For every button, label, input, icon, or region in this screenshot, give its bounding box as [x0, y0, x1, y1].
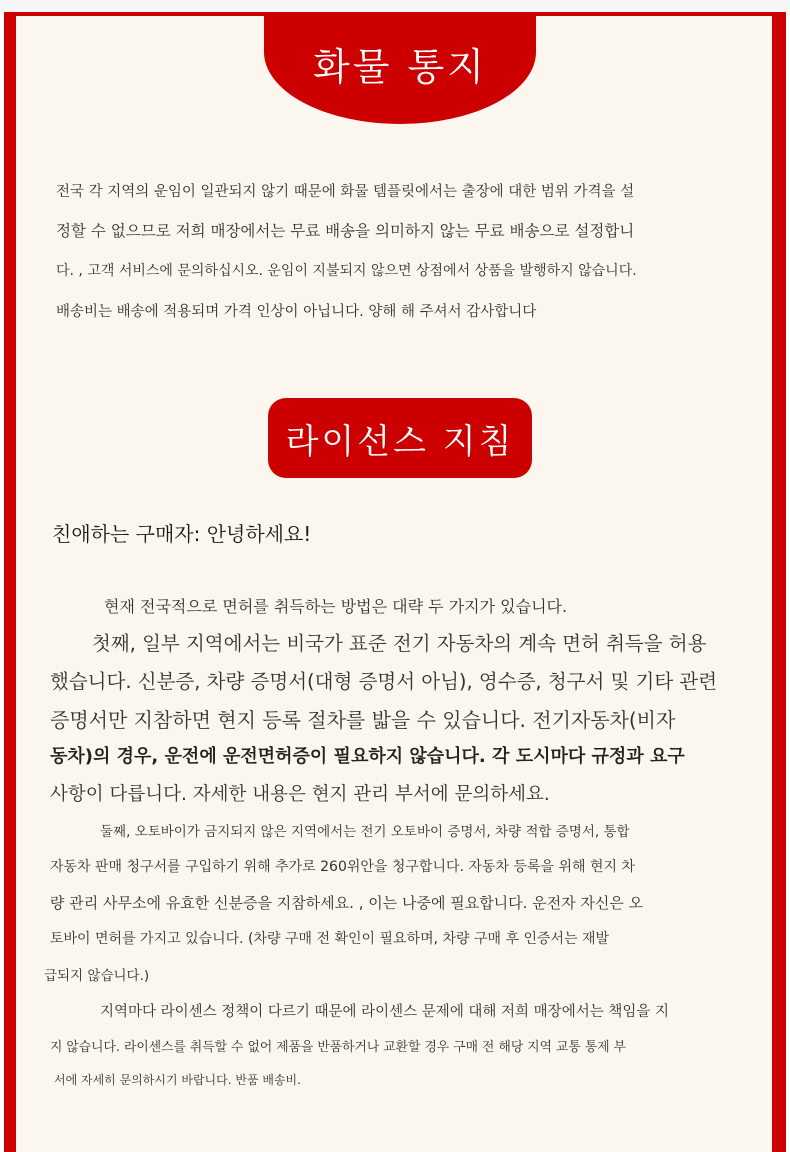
shipping-title: 화물 통지: [313, 44, 487, 89]
third-line-3: 서에 자세히 문의하시기 바랍니다. 반품 배송비.: [54, 1073, 301, 1087]
second-line-5: 급되지 않습니다.): [44, 968, 150, 984]
red-frame: [4, 12, 786, 1152]
second-line-2: 자동차 판매 청구서를 구입하기 위해 추가로 260위안을 청구합니다. 자동차 등록을 위해 현지 차: [50, 859, 635, 875]
notice-paper: [16, 16, 772, 1152]
first-line-5: 사항이 다릅니다. 자세한 내용은 현지 관리 부서에 문의하세요.: [50, 784, 550, 805]
shipping-title-banner: [264, 16, 536, 124]
first-line-4: 동차)의 경우, 운전에 운전면허증이 필요하지 않습니다. 각 도시마다 규정과 요구: [50, 746, 685, 767]
top-strip: [0, 0, 790, 12]
second-line-1: 둘째, 오토바이가 금지되지 않은 지역에서는 전기 오토바이 증명서, 차량 적합 증명서, 통합: [100, 824, 630, 840]
shipping-line-2: 정할 수 없으므로 저희 매장에서는 무료 배송을 의미하지 않는 무료 배송으로 설정합니: [56, 222, 635, 240]
license-title-banner: [268, 398, 532, 478]
first-line-1: 첫째, 일부 지역에서는 비국가 표준 전기 자동차의 계속 면허 취득을 허용: [92, 632, 707, 655]
first-line-3: 증명서만 지참하면 현지 등록 절차를 밟을 수 있습니다. 전기자동차(비자: [50, 708, 676, 732]
third-line-2: 지 않습니다. 라이센스를 취득할 수 없어 제품을 반품하거나 교환할 경우 구매 전 해당 지역 교통 통제 부: [50, 1040, 626, 1055]
shipping-line-1: 전국 각 지역의 운임이 일관되지 않기 때문에 화물 템플릿에서는 출장에 대한 범위 가격을 설: [56, 184, 635, 200]
intro-line: 현재 전국적으로 면허를 취득하는 방법은 대략 두 가지가 있습니다.: [104, 597, 568, 616]
second-line-3: 량 관리 사무소에 유효한 신분증을 지참하세요. , 이는 나중에 필요합니다. 운전자 자신은 오: [50, 894, 644, 912]
shipping-line-4: 배송비는 배송에 적용되며 가격 인상이 아닙니다. 양해 해 주셔서 감사합니다: [56, 304, 537, 320]
shipping-line-3: 다. , 고객 서비스에 문의하십시오. 운임이 지불되지 않으면 상점에서 상품을 발행하지 않습니다.: [56, 263, 637, 279]
greeting: 친애하는 구매자: 안녕하세요!: [52, 522, 312, 546]
first-line-2: 했습니다. 신분증, 차량 증명서(대형 증명서 아님), 영수증, 청구서 및 기타 관련: [50, 670, 718, 693]
third-line-1: 지역마다 라이센스 정책이 다르기 때문에 라이센스 문제에 대해 저희 매장에서는 책임을 지: [100, 1004, 669, 1020]
second-line-4: 토바이 면허를 가지고 있습니다. (차량 구매 전 확인이 필요하며, 차량 구매 후 인증서는 재발: [50, 931, 610, 947]
license-title: 라이선스 지침: [285, 421, 515, 462]
